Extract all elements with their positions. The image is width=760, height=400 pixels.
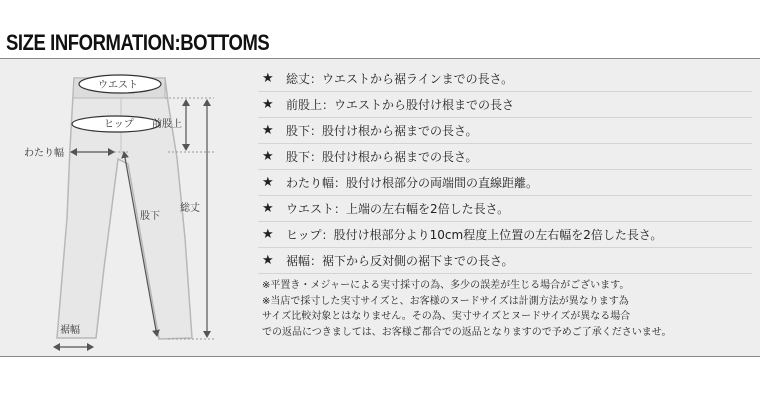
- measurement-text: わたり幅：股付け根部分の両端間の直線距離。: [286, 176, 539, 190]
- total-length-label: 総丈: [180, 203, 200, 214]
- star-icon: ★: [262, 253, 274, 268]
- measurement-text: ヒップ：股付け根部分より10cm程度上位置の左右幅を2倍した長さ。: [286, 228, 663, 242]
- star-icon: ★: [262, 149, 274, 164]
- pants-diagram: [0, 58, 255, 355]
- notes-block: [262, 278, 754, 340]
- note-line: ※当店で採寸した実寸サイズと、お客様のヌードサイズは計測方法が異なります為: [262, 295, 629, 307]
- measurement-text: 股下：股付け根から裾までの長さ。: [286, 150, 478, 164]
- list-item: [258, 66, 752, 92]
- note-line: サイズ比較対象とはなりません。その為、実寸サイズとヌードサイズが異なる場合: [262, 311, 631, 322]
- star-icon: ★: [262, 123, 274, 138]
- measurement-text: 総丈：ウエストから裾ラインまでの長さ。: [286, 72, 514, 86]
- note-line: での返品につきましては、お客様ご都合での返品となりますので予めご了承くださいませ。: [262, 326, 672, 338]
- star-icon: ★: [262, 201, 274, 216]
- hem-label: 裾幅: [60, 325, 80, 336]
- page-title: SIZE INFORMATION:BOTTOMS: [6, 30, 270, 55]
- note-line: ※平置き・メジャーによる実寸採寸の為、多少の誤差が生じる場合がございます。: [262, 280, 630, 291]
- measurement-text: 股下：股付け根から裾までの長さ。: [286, 124, 478, 138]
- list-item: [258, 196, 752, 222]
- inseam-label: 股下: [140, 211, 160, 222]
- measurement-text: 前股上：ウエストから股付け根までの長さ: [286, 98, 515, 112]
- hip-label: ヒップ: [104, 119, 134, 130]
- list-item: [258, 118, 752, 144]
- waist-label: ウエスト: [98, 80, 138, 91]
- thigh-label: わたり幅: [24, 148, 64, 159]
- measurement-text: ウエスト：上端の左右幅を2倍した長さ。: [286, 202, 510, 216]
- rise-label: 前股上: [152, 119, 182, 130]
- star-icon: ★: [262, 71, 274, 86]
- list-item: [258, 170, 752, 196]
- measurement-text: 裾幅：裾下から反対側の裾下までの長さ。: [286, 254, 514, 268]
- star-icon: ★: [262, 97, 274, 112]
- list-item: [258, 144, 752, 170]
- star-icon: ★: [262, 175, 274, 190]
- list-item: [258, 248, 752, 274]
- list-item: [258, 92, 752, 118]
- list-item: [258, 222, 752, 248]
- star-icon: ★: [262, 227, 274, 242]
- measurement-list: [258, 66, 752, 274]
